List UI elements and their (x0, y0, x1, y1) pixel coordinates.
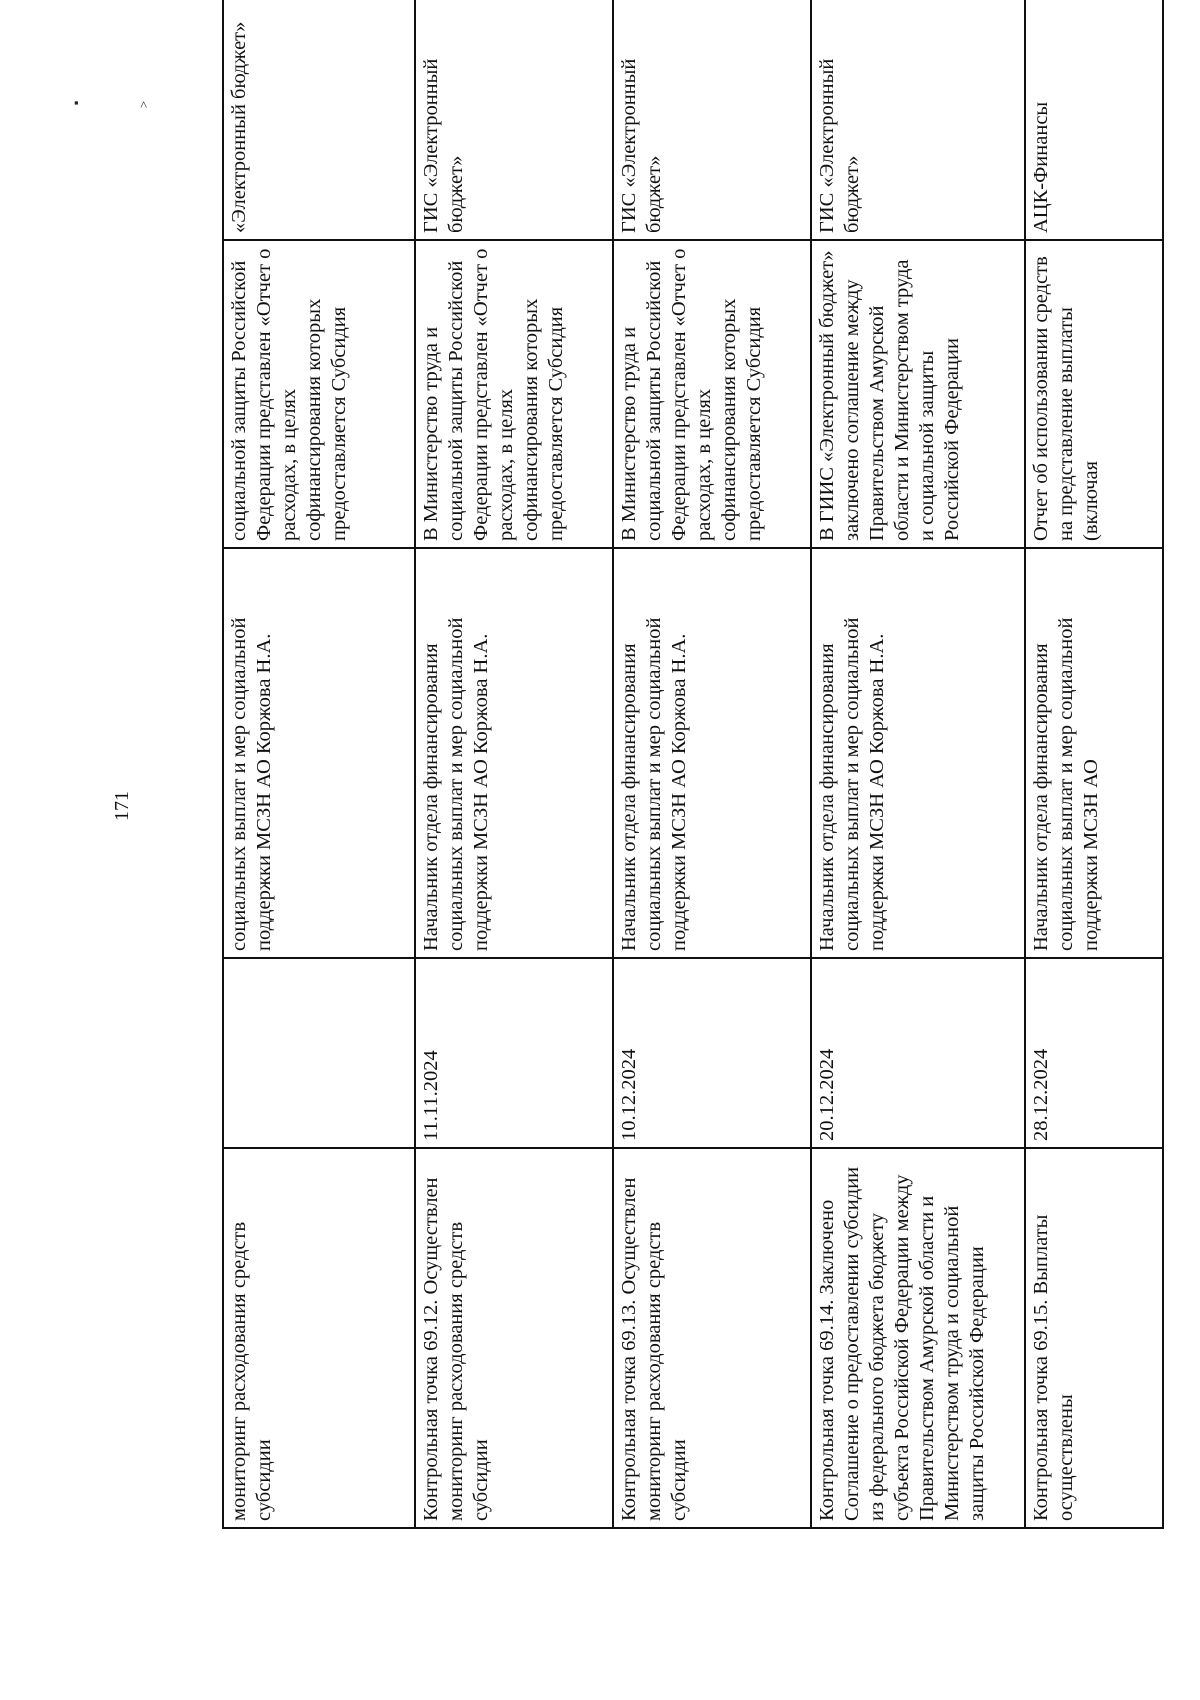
table-row (811, 0, 1025, 1528)
responsible-cell: Начальник отдела финансирования социальных выплат и мер социальной поддержки МСЗН АО Коржова Н.А. (811, 548, 1025, 958)
date-cell: 11.11.2024 (415, 958, 613, 1148)
page-number: 171 (111, 791, 133, 821)
table-row (1025, 0, 1163, 1528)
checkpoint-cell: Контрольная точка 69.13. Осуществлен мониторинг расходования средств субсидии (613, 1148, 811, 1528)
result-cell: В Министерство труда и социальной защиты Российской Федерации представлен «Отчет о расходах, в целях софинансирования которых предоставляется Субсидия (613, 240, 811, 548)
responsible-cell: социальных выплат и мер социальной поддержки МСЗН АО Коржова Н.А. (223, 548, 415, 958)
system-cell: АЦК-Финансы (1025, 0, 1163, 240)
result-cell: В Министерство труда и социальной защиты Российской Федерации представлен «Отчет о расходах, в целях софинансирования которых предоставляется Субсидия (415, 240, 613, 548)
table-row (223, 0, 415, 1528)
control-points-table (222, 0, 1164, 1529)
scan-speck: ▪ (74, 95, 79, 110)
responsible-cell: Начальник отдела финансирования социальных выплат и мер социальной поддержки МСЗН АО (1025, 548, 1163, 958)
system-cell: «Электронный бюджет» (223, 0, 415, 240)
date-cell: 28.12.2024 (1025, 958, 1163, 1148)
date-cell: 10.12.2024 (613, 958, 811, 1148)
date-cell (223, 958, 415, 1148)
checkpoint-cell: Контрольная точка 69.14. Заключено Соглашение о предоставлении субсидии из федерального бюджета бюджету субъекта Российской Федерации между Правительством Амурской области и Министерством труда и социальной защиты Российской Федерации (811, 1148, 1025, 1528)
checkpoint-cell: Контрольная точка 69.15. Выплаты осуществлены (1025, 1148, 1163, 1528)
system-cell: ГИС «Электронный бюджет» (613, 0, 811, 240)
scan-speck: ˄ (140, 97, 148, 112)
checkpoint-cell: мониторинг расходования средств субсидии (223, 1148, 415, 1528)
responsible-cell: Начальник отдела финансирования социальных выплат и мер социальной поддержки МСЗН АО Коржова Н.А. (415, 548, 613, 958)
result-cell: социальной защиты Российской Федерации представлен «Отчет о расходах, в целях софинансирования которых предоставляется Субсидия (223, 240, 415, 548)
table-row (613, 0, 811, 1528)
system-cell: ГИС «Электронный бюджет» (415, 0, 613, 240)
result-cell: В ГИИС «Электронный бюджет» заключено соглашение между Правительством Амурской области и Министерством труда и социальной защиты Российской Федерации (811, 240, 1025, 548)
responsible-cell: Начальник отдела финансирования социальных выплат и мер социальной поддержки МСЗН АО Коржова Н.А. (613, 548, 811, 958)
result-cell: Отчет об использовании средств на представление выплаты (включая (1025, 240, 1163, 548)
table-row (415, 0, 613, 1528)
date-cell: 20.12.2024 (811, 958, 1025, 1148)
system-cell: ГИС «Электронный бюджет» (811, 0, 1025, 240)
rotated-table-wrapper (222, 21, 1138, 1529)
checkpoint-cell: Контрольная точка 69.12. Осуществлен мониторинг расходования средств субсидии (415, 1148, 613, 1528)
